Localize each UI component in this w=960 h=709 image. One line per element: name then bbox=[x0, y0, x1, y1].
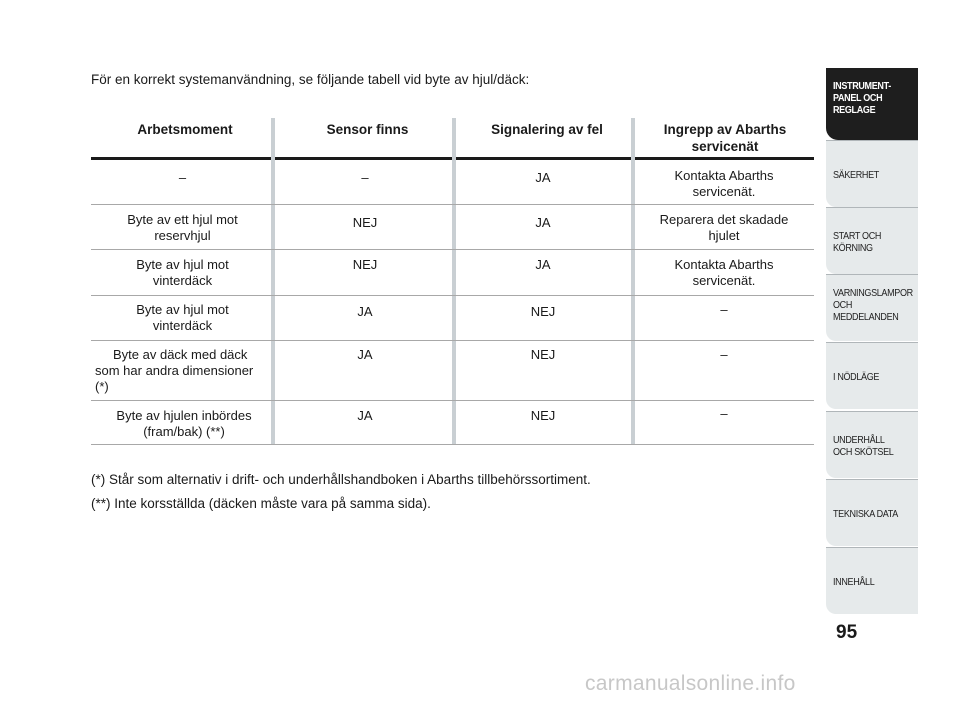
column-separator bbox=[452, 118, 456, 445]
cell-sensor: JA bbox=[357, 347, 373, 362]
col-header-sensor: Sensor finns bbox=[326, 122, 409, 137]
tab-label: VARNINGSLAMPOR OCH MEDDELANDEN bbox=[833, 287, 913, 323]
tab-contents[interactable] bbox=[826, 547, 918, 614]
intro-text: För en korrekt systemanvändning, se följande tabell vid byte av hjul/däck: bbox=[91, 72, 530, 87]
row-divider bbox=[91, 400, 814, 401]
column-separator bbox=[631, 118, 635, 445]
cell-signal: JA bbox=[535, 257, 551, 272]
cell-operation: – bbox=[178, 170, 187, 185]
tab-label: UNDERHÅLL OCH SKÖTSEL bbox=[833, 434, 894, 458]
tab-emergency[interactable] bbox=[826, 342, 918, 409]
cell-sensor: – bbox=[361, 170, 369, 185]
cell-sensor: NEJ bbox=[352, 215, 378, 230]
cell-service: Kontakta Abarths servicenät. bbox=[674, 257, 774, 288]
cell-sensor: NEJ bbox=[352, 257, 378, 272]
tab-label: TEKNISKA DATA bbox=[833, 508, 898, 520]
row-divider bbox=[91, 204, 814, 205]
page-number: 95 bbox=[836, 622, 858, 643]
col-header-service: Ingrepp av Abarths servicenät bbox=[663, 122, 787, 154]
footnote-1: (*) Står som alternativ i drift- och underhållshandboken i Abarths tillbehörssortiment. bbox=[91, 472, 591, 487]
cell-sensor: JA bbox=[357, 408, 373, 423]
cell-sensor: JA bbox=[357, 304, 373, 319]
tab-safety[interactable] bbox=[826, 140, 918, 207]
tab-label: INSTRUMENT- PANEL OCH REGLAGE bbox=[833, 80, 891, 116]
tab-instrument-panel[interactable] bbox=[826, 68, 918, 140]
row-divider bbox=[91, 340, 814, 341]
cell-operation: Byte av däck med däck som har andra dimensioner (*) bbox=[95, 347, 254, 394]
cell-signal: NEJ bbox=[530, 408, 556, 423]
cell-signal: NEJ bbox=[530, 304, 556, 319]
cell-signal: JA bbox=[535, 170, 551, 185]
cell-service: Kontakta Abarths servicenät. bbox=[674, 168, 774, 199]
cell-service: – bbox=[720, 302, 728, 317]
row-divider bbox=[91, 249, 814, 250]
cell-signal: NEJ bbox=[530, 347, 556, 362]
col-header-operation: Arbetsmoment bbox=[137, 122, 233, 137]
cell-operation: Byte av hjul mot vinterdäck bbox=[136, 302, 229, 333]
tab-label: SÄKERHET bbox=[833, 169, 879, 181]
cell-service: – bbox=[720, 406, 728, 421]
tab-warning-lights[interactable] bbox=[826, 274, 918, 341]
tab-label: INNEHÅLL bbox=[833, 576, 875, 588]
cell-operation: Byte av hjul mot vinterdäck bbox=[136, 257, 229, 288]
cell-service: Reparera det skadade hjulet bbox=[659, 212, 789, 243]
row-divider bbox=[91, 295, 814, 296]
tab-maintenance[interactable] bbox=[826, 411, 918, 478]
tab-label: START OCH KÖRNING bbox=[833, 230, 882, 254]
tab-starting-driving[interactable] bbox=[826, 207, 918, 274]
col-header-signal: Signalering av fel bbox=[491, 122, 603, 137]
footnote-2: (**) Inte korsställda (däcken måste vara på samma sida). bbox=[91, 496, 431, 511]
cell-signal: JA bbox=[535, 215, 551, 230]
row-divider bbox=[91, 444, 814, 445]
cell-operation: Byte av ett hjul mot reservhjul bbox=[127, 212, 238, 243]
watermark: carmanualsonline.info bbox=[585, 672, 796, 695]
cell-service: – bbox=[720, 347, 728, 362]
tab-technical-data[interactable] bbox=[826, 479, 918, 546]
column-separator bbox=[271, 118, 275, 445]
cell-operation: Byte av hjulen inbördes (fram/bak) (**) bbox=[116, 408, 252, 439]
tab-label: I NÖDLÄGE bbox=[833, 371, 880, 383]
